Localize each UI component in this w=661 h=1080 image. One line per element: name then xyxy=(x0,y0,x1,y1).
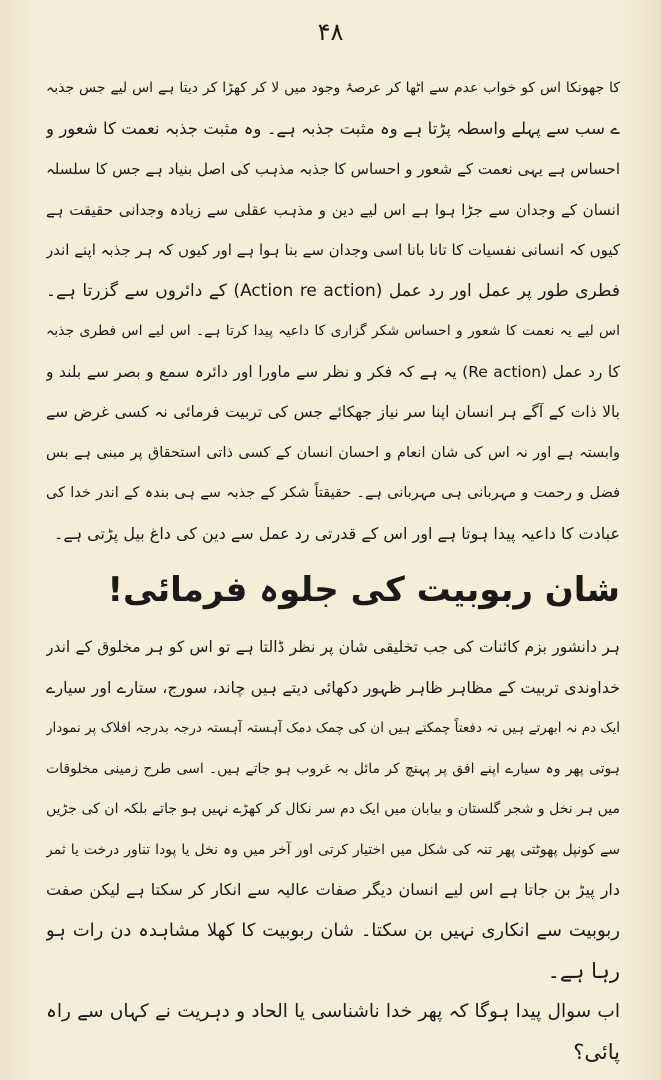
text-line: خداوندی تربیت کے مظاہر ظاہر ظہور دکھائی دیتے ہیں چاند، سورج، ستارے اور سیارے xyxy=(46,677,620,697)
section-heading: شان ربوبیت کی جلوہ فرمائی! xyxy=(107,570,620,610)
page-number: ۴۸ xyxy=(317,18,344,46)
text-line: کیوں کہ انسانی نفسیات کا تانا بانا اسی وجدان سے بنا ہوا ہے اور کیوں کہ ہر جذبہ اپنے اندر xyxy=(46,241,620,259)
text-line: انسان کے وجدان سے جڑا ہوا ہے اس لیے دین و مذہب عقلی سے زیادہ وجدانی حقیقت ہے xyxy=(46,200,620,219)
text-line: دار پیڑ بن جاتا ہے اس لیے انسان دیگر صفات عالیہ سے انکار کر سکتا ہے لیکن صفت xyxy=(46,880,620,899)
text-line: پائی؟ xyxy=(573,1040,620,1064)
text-line: اس لیے یہ نعمت کا شعور و احساس شکر گزاری کا داعیہ پیدا کرتا ہے۔ اس لیے اس فطری جذبہ xyxy=(46,323,620,339)
text-line: میں ہر نخل و شجر گلستان و بیابان میں ایک دم سر نکال کر کھڑے نہیں ہو جاتے بلکہ ان کی جڑیں xyxy=(46,801,620,817)
text-line: کا رد عمل (Re action) یہ ہے کہ فکر و نظر سے ماورا اور دائرہ سمع و بصر سے بلند و xyxy=(46,362,620,381)
text-line: اب سوال پیدا ہوگا کہ پھر خدا ناشناسی یا الحاد و دہریت نے کہاں سے راہ xyxy=(46,1000,620,1022)
text-line: سے کونپل پھوٹتی پھر تنہ کی شکل میں اختیار کرتی اور آخر میں وہ نخل یا پودا تناور درخت یا ثمر xyxy=(46,841,620,858)
text-line: عبادت کا داعیہ پیدا ہوتا ہے اور اس کے قدرتی رد عمل سے دین کی داغ بیل پڑتی ہے۔ xyxy=(53,523,620,543)
text-line: فضل و رحمت و مہربانی ہی مہربانی ہے۔ حقیقتاً شکر کے جذبہ سے ہی بندہ کے اندر خدا کی xyxy=(46,485,620,501)
paragraph-2 xyxy=(46,627,620,1073)
text-line: احساس ہے یہی نعمت کے شعور و احساس کا جذبہ مذہب کی اصل بنیاد ہے جس کا سلسلہ xyxy=(46,160,620,178)
text-line: ربوبیت سے انکاری نہیں بن سکتا۔ شان ربوبیت کا کھلا مشاہدہ دن رات ہو xyxy=(46,919,620,941)
text-line: ہر دانشور بزم کائنات کی جب تخلیقی شان پر نظر ڈالتا ہے تو اس کو ہر مخلوق کے اندر xyxy=(46,638,620,656)
text-line: ے سب سے پہلے واسطہ پڑتا ہے وہ مثبت جذبہ ہے۔ وہ مثبت جذبہ نعمت کا شعور و xyxy=(46,118,620,138)
text-line: رہا ہے۔ xyxy=(547,959,620,983)
text-line: کا جھونکا اس کو خواب عدم سے اٹھا کر عرصۂ وجود میں لا کر کھڑا کر دیتا ہے اس لیے جس جذبہ xyxy=(46,80,620,96)
text-line: فطری طور پر عمل اور رد عمل (Action re action) کے دائروں سے گزرتا ہے۔ xyxy=(46,280,620,301)
text-line: وابستہ ہے اور نہ اس کی شان انعام و احسان انسان کے کسی ذاتی استحقاق پر مبنی ہے بس xyxy=(46,444,620,461)
text-line: ہوتی پھر وہ سیارے اپنے افق پر پہنچ کر مائل بہ غروب ہو جاتے ہیں۔ اسی طرح زمینی مخلوقات xyxy=(46,760,620,777)
text-line: بالا ذات کے آگے ہر انسان اپنا سر نیاز جھکائے جس کی تربیت فرمائی نہ کسی غرض سے xyxy=(46,403,620,421)
paragraph-1 xyxy=(46,68,620,554)
text-line: ایک دم نہ ابھرتے ہیں نہ دفعتاً چمکتے ہیں ان کی چمک دمک آہستہ آہستہ درجہ بدرجہ افلاک پر نمودار xyxy=(46,720,620,736)
